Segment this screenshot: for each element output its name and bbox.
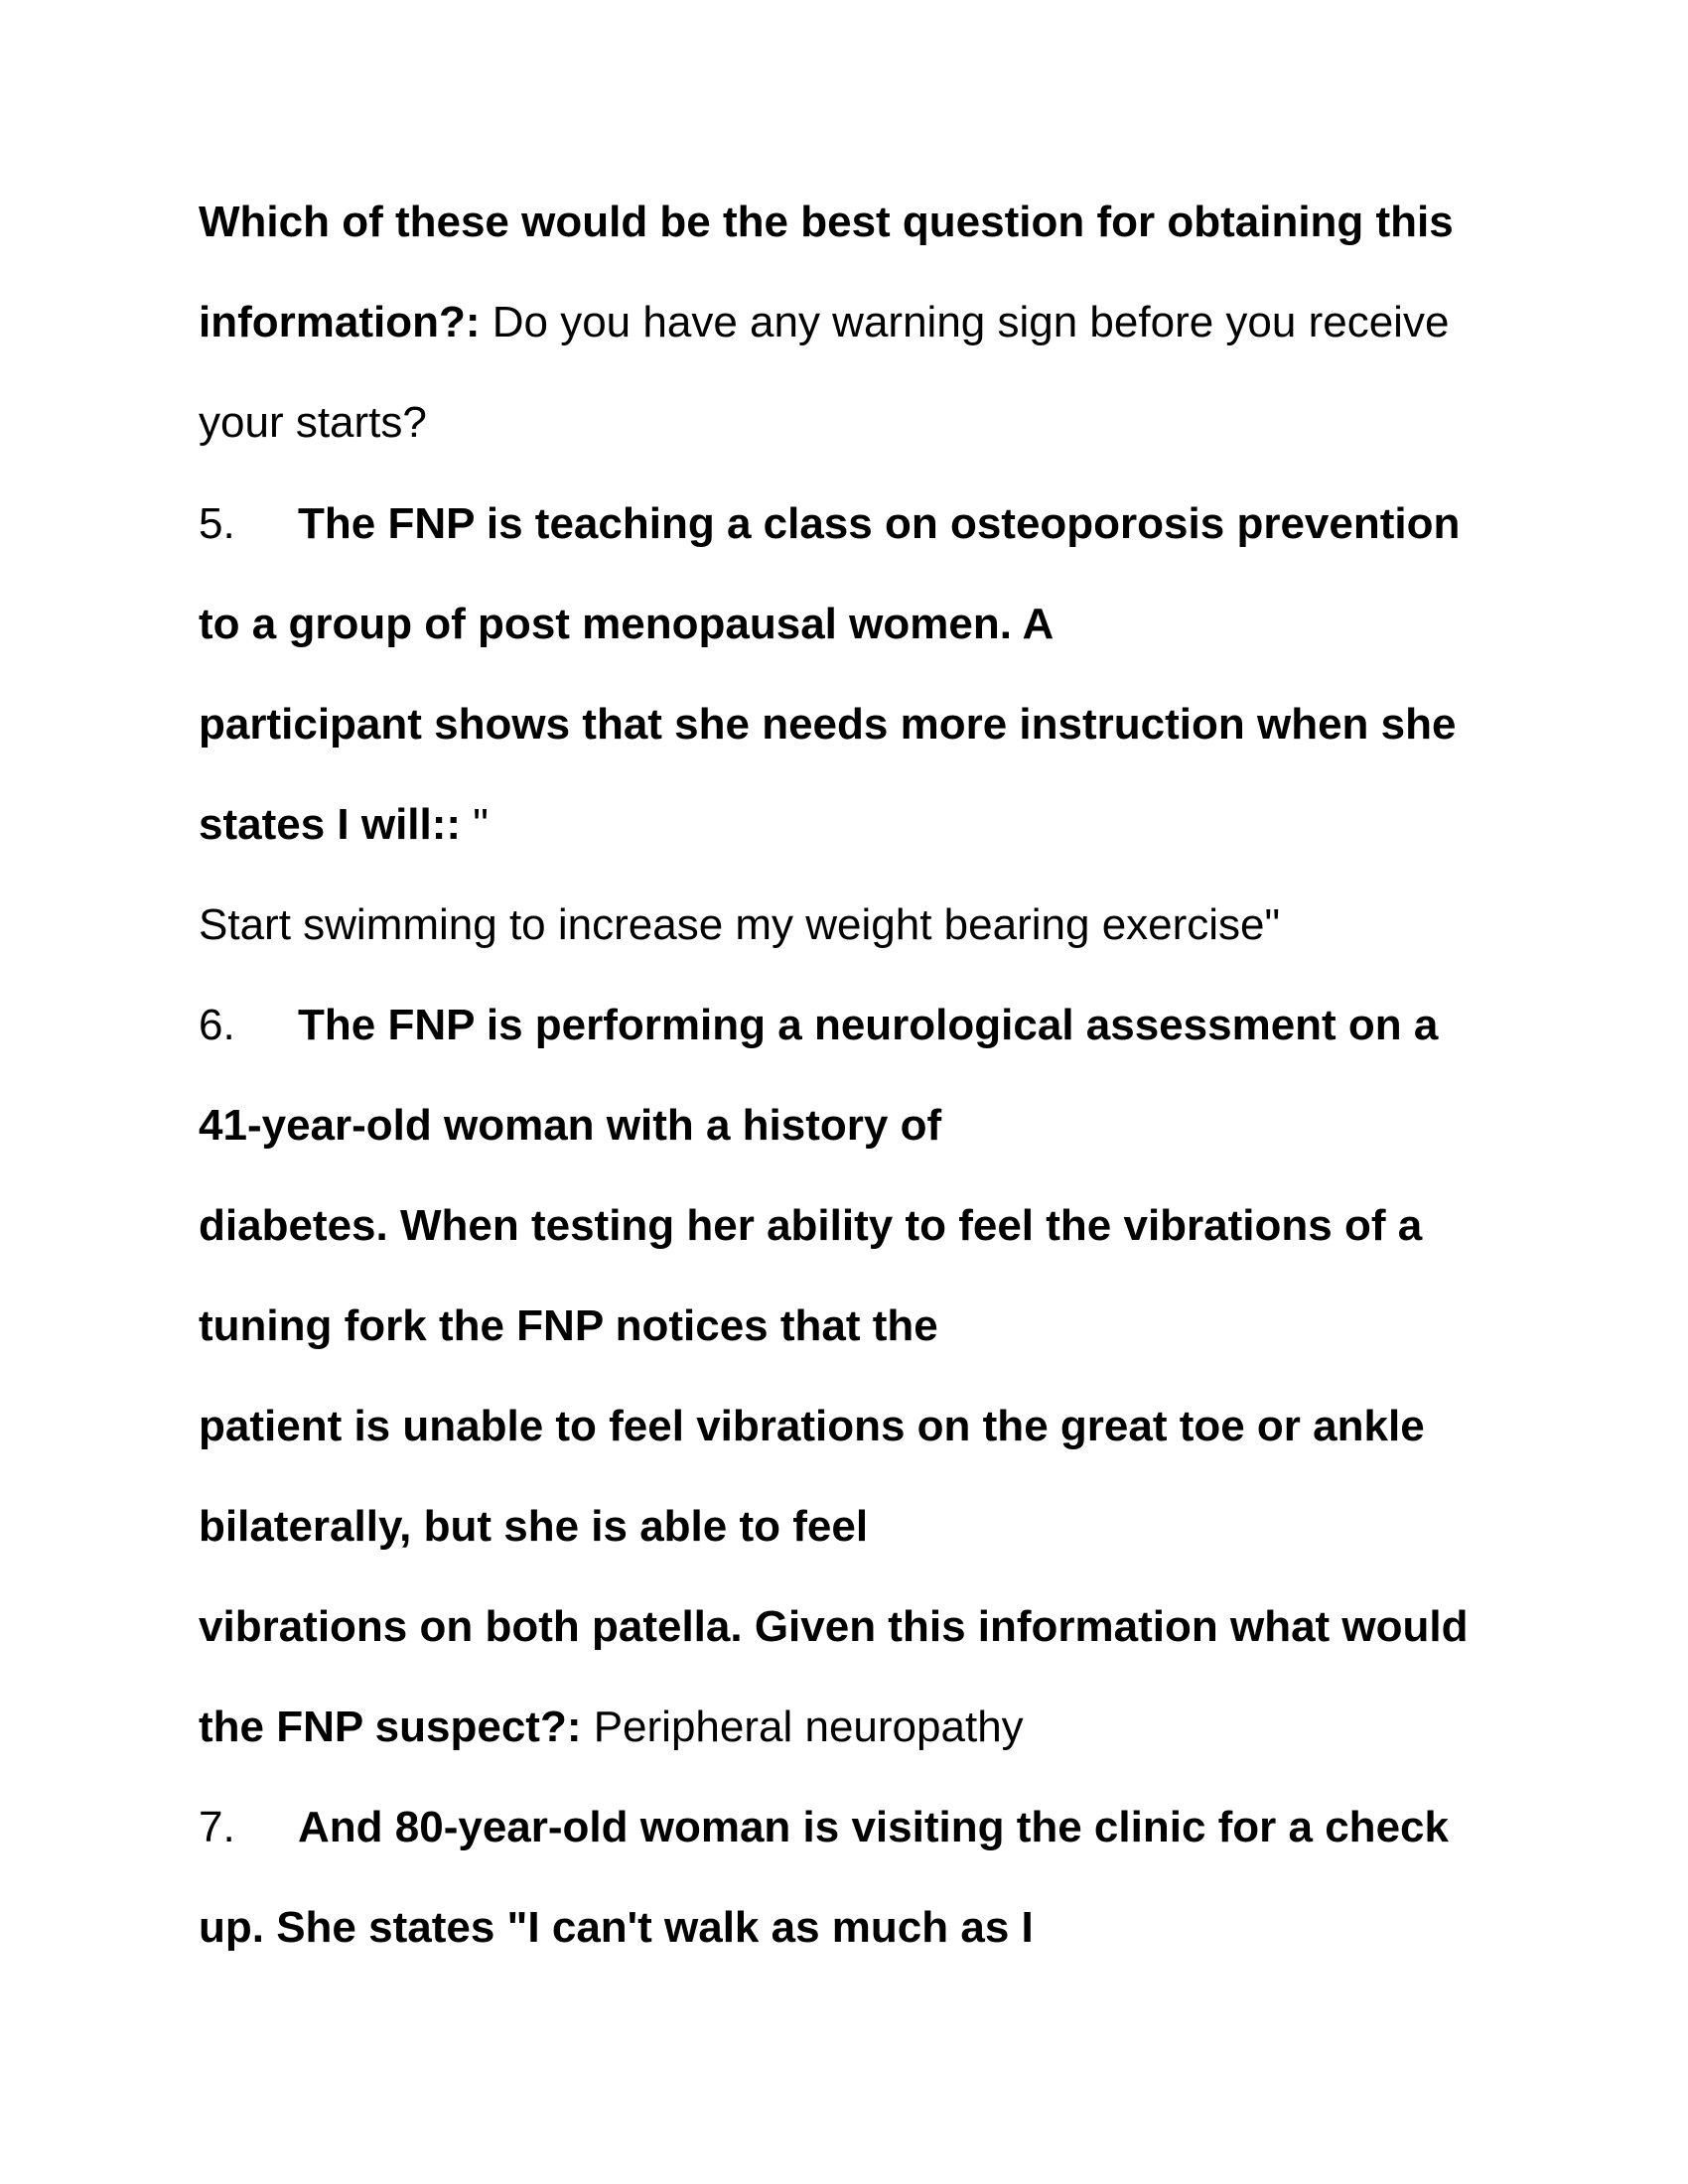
q6-question-text-1: The FNP is performing a neurological assessment on a xyxy=(298,1001,1439,1049)
q4-question-text-1: Which of these would be the best question for obtaining this xyxy=(199,198,1454,246)
q5-answer-line xyxy=(199,899,1509,951)
q5-answer-text: Start swimming to increase my weight bearing exercise" xyxy=(199,900,1281,949)
q6-question-line-4 xyxy=(199,1300,1509,1352)
q6-question-text-4: tuning fork the FNP notices that the xyxy=(199,1301,938,1350)
q6-question-line-3 xyxy=(199,1200,1509,1252)
q5-quote-mark: " xyxy=(461,800,489,849)
q7-question-line-1 xyxy=(199,1802,1509,1853)
q4-question-text-2: information?: xyxy=(199,298,481,346)
q6-number: 6. xyxy=(199,1001,235,1049)
q7-number: 7. xyxy=(199,1803,235,1851)
q6-question-text-6: bilaterally, but she is able to feel xyxy=(199,1502,869,1551)
q6-question-text-5: patient is unable to feel vibrations on the great toe or ankle xyxy=(199,1402,1425,1450)
q7-question-line-2 xyxy=(199,1902,1509,1954)
q6-question-text-7: vibrations on both patella. Given this information what would xyxy=(199,1602,1469,1651)
q6-question-text-2: 41-year-old woman with a history of xyxy=(199,1101,942,1150)
q5-question-line-1 xyxy=(199,498,1509,550)
q6-question-line-5 xyxy=(199,1401,1509,1452)
q5-question-text-1: The FNP is teaching a class on osteoporosis prevention xyxy=(298,499,1461,548)
q5-question-line-4 xyxy=(199,799,1509,851)
q5-question-text-2: to a group of post menopausal women. A xyxy=(199,600,1055,648)
q6-question-text-3: diabetes. When testing her ability to feel the vibrations of a xyxy=(199,1201,1423,1250)
q6-question-text-8: the FNP suspect?: xyxy=(199,1703,582,1751)
q6-question-line-2 xyxy=(199,1100,1509,1152)
q4-question-line-1 xyxy=(199,197,1509,248)
q5-question-text-3: participant shows that she needs more instruction when she xyxy=(199,700,1457,749)
q6-question-line-7 xyxy=(199,1601,1509,1653)
q7-question-text-1: And 80-year-old woman is visiting the clinic for a check xyxy=(298,1803,1449,1851)
q6-answer-text: Peripheral neuropathy xyxy=(581,1703,1024,1751)
q4-answer-text-2: your starts? xyxy=(199,398,427,447)
q5-question-text-4: states I will:: xyxy=(199,800,462,849)
q5-question-line-2 xyxy=(199,599,1509,650)
q6-question-line-8 xyxy=(199,1702,1509,1753)
q5-question-line-3 xyxy=(199,699,1509,751)
q7-question-text-2: up. She states "I can't walk as much as I xyxy=(199,1903,1034,1952)
q6-question-line-6 xyxy=(199,1501,1509,1553)
q4-answer-line-2 xyxy=(199,397,1509,449)
q6-question-line-1 xyxy=(199,1000,1509,1051)
q4-question-line-2 xyxy=(199,297,1509,348)
q5-number: 5. xyxy=(199,499,235,548)
q4-answer-text-1: Do you have any warning sign before you receive xyxy=(480,298,1450,346)
